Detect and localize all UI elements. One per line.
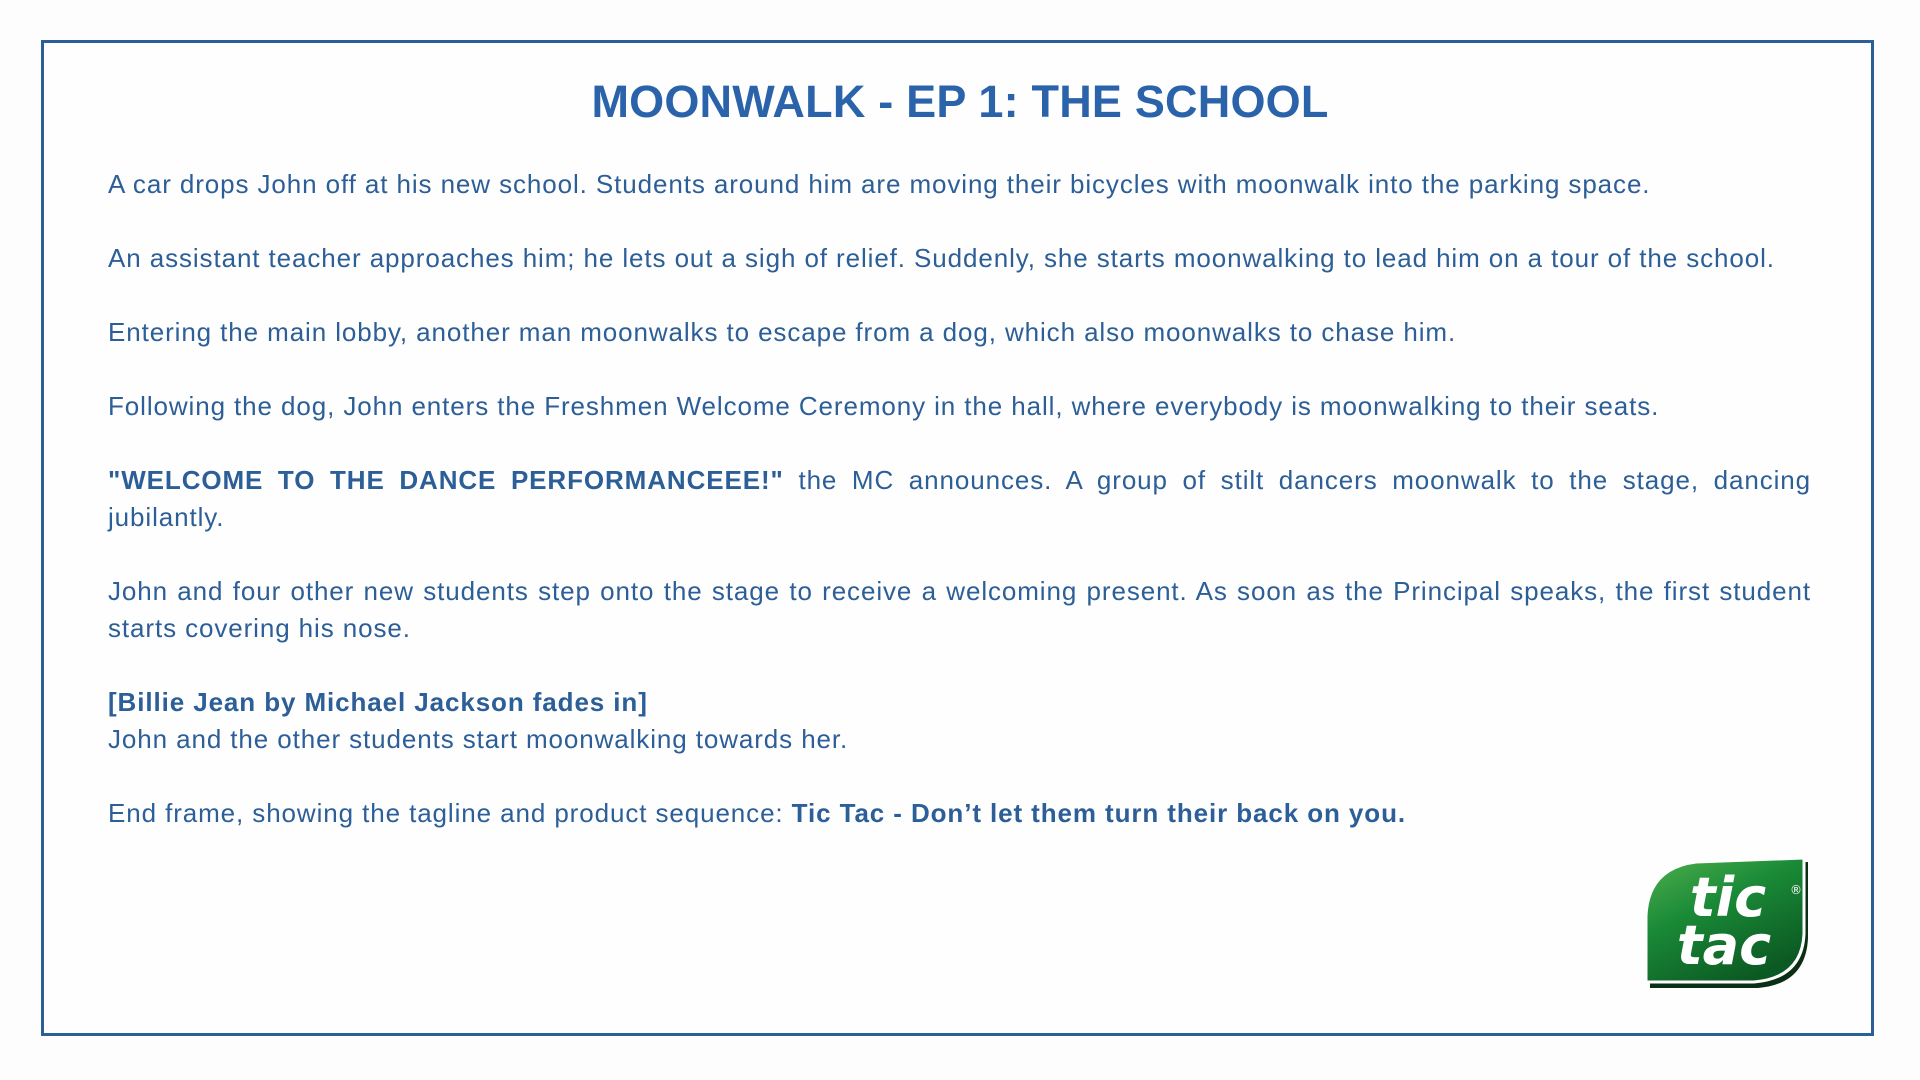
paragraph-5-text: the MC announces. A group of stilt dancers moonwalk to the stage, dancing jubilantly. <box>108 465 1811 532</box>
tic-tac-logo <box>1640 858 1816 994</box>
mc-announcement: "WELCOME TO THE DANCE PERFORMANCEEE!" <box>108 465 784 495</box>
paragraph-5 <box>108 462 1811 536</box>
logo-registered-mark: ® <box>1790 883 1802 897</box>
paragraph-6: John and four other new students step onto the stage to receive a welcoming present. As soon as the Principal speaks, the first student starts covering his nose. <box>108 576 1811 643</box>
paragraph-2: An assistant teacher approaches him; he lets out a sigh of relief. Suddenly, she starts moonwalking to lead him on a tour of the school. <box>108 243 1775 273</box>
paragraph-3: Entering the main lobby, another man moonwalks to escape from a dog, which also moonwalks to chase him. <box>108 317 1457 347</box>
music-cue: [Billie Jean by Michael Jackson fades in] <box>108 687 648 717</box>
end-frame-text: End frame, showing the tagline and product sequence: <box>108 798 792 828</box>
paragraph-8 <box>108 795 1811 832</box>
logo-word-tic: tic <box>1689 866 1767 929</box>
script-body <box>108 166 1811 869</box>
paragraph-4: Following the dog, John enters the Freshmen Welcome Ceremony in the hall, where everybody is moonwalking to their seats. <box>108 391 1660 421</box>
logo-word-tac: tac <box>1676 914 1772 977</box>
paragraph-7 <box>108 684 1811 758</box>
tagline: Tic Tac - Don’t let them turn their back on you. <box>791 798 1406 828</box>
page-title: MOONWALK - EP 1: THE SCHOOL <box>591 76 1329 127</box>
paragraph-1: A car drops John off at his new school. Students around him are moving their bicycles with moonwalk into the parking space. <box>108 169 1651 199</box>
paragraph-7-text: John and the other students start moonwalking towards her. <box>108 724 849 754</box>
